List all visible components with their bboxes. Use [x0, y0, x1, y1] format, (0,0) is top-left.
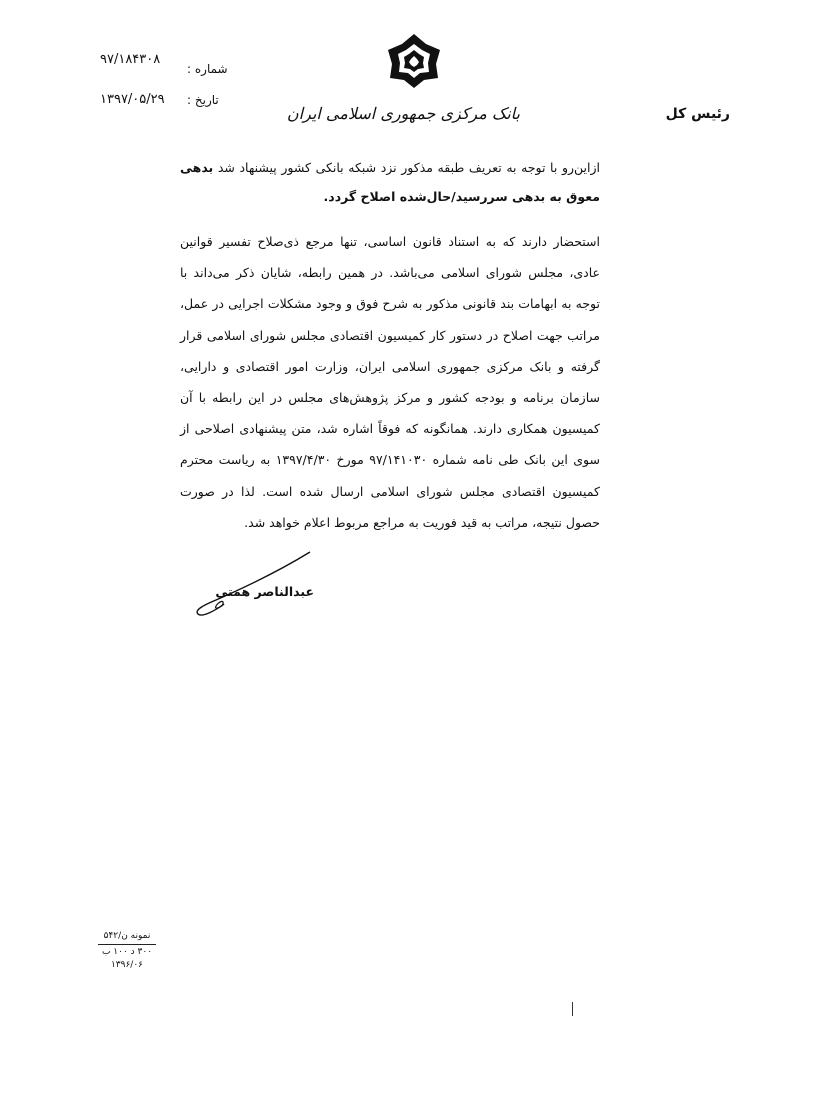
central-bank-logo-icon [386, 32, 442, 88]
form-code [94, 930, 160, 972]
letter-number-label: شماره : [187, 62, 228, 76]
signer-name: عبدالناصر همتی [215, 584, 314, 599]
bank-name-logotype: بانک مرکزی جمهوری اسلامی ایران [286, 104, 520, 123]
paragraph-2: استحضار دارند که به استناد قانون اساسی، تنها مرجع ذی‌صلاح تفسیر قوانین عادی، مجلس شورای اسلامی می‌باشد. در همین رابطه، شایان ذکر می‌داند با توجه به ابهامات بند قانونی مذکور به شرح فوق و وجود مشکلات اجرایی در عمل، مراتب جهت اصلاح در دستور کار کمیسیون اقتصادی مجلس شورای اسلامی قرار گرفته و بانک مرکزی جمهوری اسلامی ایران، وزارت امور اقتصادی و دارایی، سازمان برنامه و بودجه کشور و مرکز پژوهش‌های مجلس در این رابطه با آن کمیسیون همکاری دارند. همانگونه که فوقاً اشاره شد، متن پیشنهادی اصلاحی از سوی این بانک طی نامه شماره ۹۷/۱۴۱۰۳۰ مورخ ۱۳۹۷/۴/۳۰ به ریاست محترم کمیسیون اقتصادی مجلس شورای اسلامی ارسال شده است. لذا در صورت حصول نتیجه، مراتب به قید فوریت به مراجع مربوط اعلام خواهد شد. [180, 234, 600, 530]
letter-date: ۱۳۹۷/۰۵/۲۹ [100, 92, 165, 107]
letter-number: ۹۷/۱۸۴۳۰۸ [100, 52, 161, 67]
letter-date-label: تاریخ : [187, 93, 219, 107]
form-code-divider [98, 944, 156, 945]
form-code-line-2: ۳۰۰ د ۱۰۰ ب [101, 947, 153, 957]
form-code-line-3: ۱۳۹۶/۰۶ [110, 960, 144, 970]
form-code-line-1: نمونه ن/۵۴۲ [103, 931, 151, 941]
paragraph-1-text: ازاین‌رو با توجه به تعریف طبقه مذکور نزد شبکه بانکی کشور پیشنهاد شد [213, 160, 600, 175]
paragraph-1-bold-text: بدهی معوق به بدهی سررسید/حال‌شده اصلاح گردد. [180, 160, 600, 204]
paragraph-1 [180, 153, 600, 211]
margin-mark [572, 1002, 573, 1016]
letter-title: رئیس کل [665, 106, 730, 122]
